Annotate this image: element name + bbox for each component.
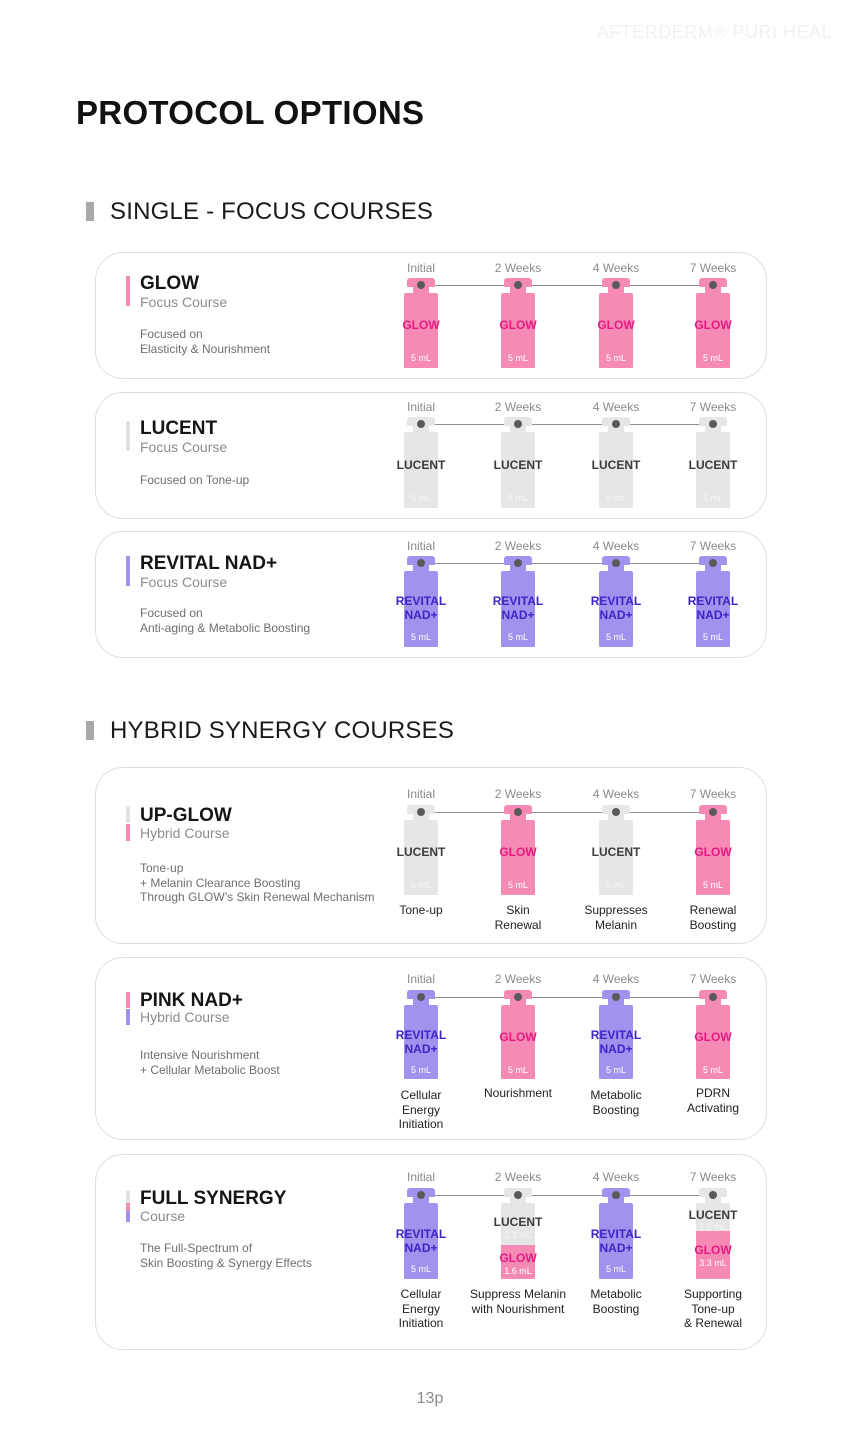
timepoint-column xyxy=(478,958,558,1141)
course-type: Hybrid Course xyxy=(140,825,230,841)
course-description: The Full-Spectrum of Skin Boosting & Synergy Effects xyxy=(140,1241,312,1270)
vial-label: REVITAL NAD+ xyxy=(395,594,447,622)
benefit-label: Cellular Energy Initiation xyxy=(398,1287,444,1330)
timepoint-label: 7 Weeks xyxy=(689,972,737,986)
timeline-dot xyxy=(514,420,522,428)
vial-label: GLOW xyxy=(694,845,732,859)
benefit-label: Tone-up xyxy=(399,903,443,917)
vial-volume: 5 mL xyxy=(702,353,723,363)
timepoint-label: 2 Weeks xyxy=(494,400,542,414)
vial-label: GLOW xyxy=(402,318,440,332)
benefit-label: PDRN Activating xyxy=(686,1086,740,1115)
timepoint-column xyxy=(381,768,461,945)
vial-revital-nad xyxy=(590,556,642,647)
benefit-label: Suppress Melanin with Nourishment xyxy=(469,1287,567,1316)
course-type: Focus Course xyxy=(140,439,228,455)
timepoint-column xyxy=(478,768,558,945)
timepoint-label: 2 Weeks xyxy=(494,972,542,986)
timeline-dot xyxy=(612,420,620,428)
timeline-dot xyxy=(417,1191,425,1199)
vial-volume-bottom: 1.6 mL xyxy=(504,1266,532,1276)
vial-volume: 5 mL xyxy=(410,493,431,503)
vial-volume: 5 mL xyxy=(507,632,528,642)
timepoint-label: Initial xyxy=(406,972,435,986)
section-marker xyxy=(86,202,94,221)
vial-revital-nad xyxy=(395,990,447,1079)
timepoint-label: 7 Weeks xyxy=(689,261,737,275)
benefit-label: Metabolic Boosting xyxy=(590,1287,642,1316)
benefit-label: Supporting Tone-up & Renewal xyxy=(683,1287,743,1330)
vial-glow xyxy=(696,805,730,895)
timepoint-label: Initial xyxy=(406,787,435,801)
vial-volume: 5 mL xyxy=(410,1065,431,1075)
timepoint-label: 4 Weeks xyxy=(592,972,640,986)
timeline-line xyxy=(421,285,712,286)
vial-volume: 5 mL xyxy=(605,353,626,363)
timeline-line xyxy=(421,563,712,564)
course-name: LUCENT xyxy=(140,418,218,439)
vial-volume: 5 mL xyxy=(605,1264,626,1274)
course-description: Tone-up + Melanin Clearance Boosting Through GLOW’s Skin Renewal Mechanism xyxy=(140,861,375,904)
timepoint-column xyxy=(673,532,753,659)
course-type: Course xyxy=(140,1208,186,1224)
timepoint-label: 4 Weeks xyxy=(592,261,640,275)
vial-label-top: LUCENT xyxy=(493,1215,543,1229)
vial-label: GLOW xyxy=(694,318,732,332)
vial-label: LUCENT xyxy=(591,845,641,859)
section-title-text: HYBRID SYNERGY COURSES xyxy=(110,717,455,744)
vial-volume: 5 mL xyxy=(410,880,431,890)
timepoint-column xyxy=(478,393,558,520)
vial-label: GLOW xyxy=(499,1030,537,1044)
vial-label-bottom: GLOW xyxy=(694,1243,732,1257)
timepoint-label: 7 Weeks xyxy=(689,400,737,414)
timepoint-label: 7 Weeks xyxy=(689,787,737,801)
vial-glow xyxy=(599,278,633,368)
vial-label: LUCENT xyxy=(396,458,446,472)
course-card-revital-nad xyxy=(95,531,767,658)
vial-label: REVITAL NAD+ xyxy=(395,1028,447,1056)
timeline-line xyxy=(421,1195,712,1196)
color-bar xyxy=(126,421,130,451)
vial-revital-nad xyxy=(395,556,447,647)
timepoint-column xyxy=(381,393,461,520)
timepoint-column xyxy=(673,393,753,520)
section-title-text: SINGLE - FOCUS COURSES xyxy=(110,198,434,225)
vial-volume: 5 mL xyxy=(507,1065,528,1075)
timepoint-column xyxy=(381,253,461,380)
vial-glow xyxy=(696,278,730,368)
vial-label: REVITAL NAD+ xyxy=(492,594,544,622)
timeline-dot xyxy=(612,559,620,567)
vial-label: GLOW xyxy=(597,318,635,332)
vial-label: REVITAL NAD+ xyxy=(590,1227,642,1255)
vial-glow xyxy=(501,990,535,1079)
timeline-dot xyxy=(709,993,717,1001)
course-type: Hybrid Course xyxy=(140,1009,230,1025)
course-card-full-synergy xyxy=(95,1154,767,1350)
vial-label: GLOW xyxy=(499,845,537,859)
timeline-dot xyxy=(709,808,717,816)
vial-volume: 5 mL xyxy=(702,493,723,503)
course-name: FULL SYNERGY xyxy=(140,1188,287,1209)
timeline-line xyxy=(421,424,712,425)
vial-volume: 5 mL xyxy=(605,493,626,503)
vial-revital-nad xyxy=(395,1188,447,1279)
timeline-dot xyxy=(417,559,425,567)
vial-volume-bottom: 3.3 mL xyxy=(699,1258,727,1268)
timeline-line xyxy=(421,812,712,813)
vial-revital-nad xyxy=(687,556,739,647)
vial-volume: 5 mL xyxy=(605,1065,626,1075)
course-info xyxy=(126,768,376,943)
benefit-label: Nourishment xyxy=(483,1086,553,1100)
timeline-dot xyxy=(417,808,425,816)
timepoint-column xyxy=(381,1155,461,1351)
section-title-single xyxy=(86,198,433,226)
timepoint-label: 4 Weeks xyxy=(592,1170,640,1184)
page-title: PROTOCOL OPTIONS xyxy=(76,94,425,131)
course-type: Focus Course xyxy=(140,294,228,310)
vial-volume: 5 mL xyxy=(702,632,723,642)
timeline-dot xyxy=(709,1191,717,1199)
timeline-dot xyxy=(612,808,620,816)
course-description: Focused on Elasticity & Nourishment xyxy=(140,327,271,356)
benefit-label: Renewal Boosting xyxy=(689,903,737,932)
course-description: Focused on Anti-aging & Metabolic Boosting xyxy=(140,606,311,635)
vial-lucent-glow-mix xyxy=(493,1188,543,1279)
vial-volume: 5 mL xyxy=(702,880,723,890)
vial-volume: 5 mL xyxy=(507,353,528,363)
timeline-line xyxy=(421,997,712,998)
timepoint-label: 4 Weeks xyxy=(592,787,640,801)
timepoint-label: Initial xyxy=(406,539,435,553)
timepoint-column xyxy=(381,532,461,659)
vial-label-top: LUCENT xyxy=(688,1208,738,1222)
vial-label: GLOW xyxy=(694,1030,732,1044)
timepoint-label: 4 Weeks xyxy=(592,400,640,414)
timepoint-column xyxy=(576,253,656,380)
timeline-dot xyxy=(514,559,522,567)
vial-revital-nad xyxy=(492,556,544,647)
timeline-dot xyxy=(514,993,522,1001)
vial-glow xyxy=(404,278,438,368)
timepoint-column xyxy=(576,1155,656,1351)
vial-label: REVITAL NAD+ xyxy=(590,1028,642,1056)
timeline-dot xyxy=(514,1191,522,1199)
timepoint-label: 7 Weeks xyxy=(689,539,737,553)
timeline-dot xyxy=(612,281,620,289)
timeline-dot xyxy=(709,281,717,289)
vial-lucent xyxy=(591,417,641,508)
timepoint-column xyxy=(576,393,656,520)
brand-watermark: AFTERDERM® PURI HEAL xyxy=(596,22,832,42)
vial-revital-nad xyxy=(590,1188,642,1279)
vial-revital-nad xyxy=(590,990,642,1079)
section-marker xyxy=(86,721,94,740)
color-bar-top xyxy=(126,806,130,823)
vial-volume: 5 mL xyxy=(605,632,626,642)
vial-volume: 5 mL xyxy=(605,880,626,890)
vial-volume: 5 mL xyxy=(410,353,431,363)
vial-label: REVITAL NAD+ xyxy=(590,594,642,622)
timepoint-label: 4 Weeks xyxy=(592,539,640,553)
color-bar-top xyxy=(126,992,130,1008)
course-info xyxy=(126,1155,376,1349)
vial-glow xyxy=(501,805,535,895)
benefit-label: Metabolic Boosting xyxy=(590,1088,642,1117)
timepoint-column xyxy=(673,1155,753,1351)
benefit-label: Suppresses Melanin xyxy=(584,903,648,932)
timepoint-label: 7 Weeks xyxy=(689,1170,737,1184)
color-bar-bottom xyxy=(126,824,130,841)
vial-lucent xyxy=(396,805,446,895)
course-info xyxy=(126,532,376,657)
course-card-up-glow xyxy=(95,767,767,944)
timepoint-label: 2 Weeks xyxy=(494,539,542,553)
vial-lucent xyxy=(396,417,446,508)
timeline-dot xyxy=(709,420,717,428)
vial-label: LUCENT xyxy=(493,458,543,472)
vial-volume: 5 mL xyxy=(507,880,528,890)
vial-lucent xyxy=(493,417,543,508)
vial-label: LUCENT xyxy=(591,458,641,472)
course-card-lucent xyxy=(95,392,767,519)
vial-glow xyxy=(501,278,535,368)
vial-label: REVITAL NAD+ xyxy=(687,594,739,622)
timeline-dot xyxy=(514,808,522,816)
course-type: Focus Course xyxy=(140,574,228,590)
vial-label: LUCENT xyxy=(396,845,446,859)
timepoint-label: 2 Weeks xyxy=(494,787,542,801)
timepoint-label: Initial xyxy=(406,400,435,414)
timeline-dot xyxy=(709,559,717,567)
timepoint-column xyxy=(576,768,656,945)
course-name: GLOW xyxy=(140,273,200,294)
vial-label: REVITAL NAD+ xyxy=(395,1227,447,1255)
color-bar xyxy=(126,556,130,586)
benefit-label: Skin Renewal xyxy=(494,903,542,932)
vial-label: GLOW xyxy=(499,318,537,332)
benefit-label: Cellular Energy Initiation xyxy=(398,1088,444,1131)
color-bar-1 xyxy=(126,1191,130,1203)
course-description: Intensive Nourishment + Cellular Metabolic Boost xyxy=(140,1048,280,1077)
vial-label: LUCENT xyxy=(688,458,738,472)
color-bar xyxy=(126,276,130,306)
timepoint-column xyxy=(469,1155,567,1351)
timepoint-column xyxy=(478,253,558,380)
vial-volume: 5 mL xyxy=(410,632,431,642)
course-info xyxy=(126,958,376,1139)
course-description: Focused on Tone-up xyxy=(140,473,250,487)
timepoint-column xyxy=(478,532,558,659)
course-card-pink-nad xyxy=(95,957,767,1140)
timepoint-label: 2 Weeks xyxy=(494,261,542,275)
color-bar-2 xyxy=(126,1203,130,1211)
course-name: PINK NAD+ xyxy=(140,990,243,1011)
vial-volume-top: 1.6 mL xyxy=(699,1222,727,1232)
timeline-dot xyxy=(417,993,425,1001)
vial-volume: 5 mL xyxy=(507,493,528,503)
vial-glow xyxy=(696,990,730,1079)
section-title-hybrid xyxy=(86,717,454,745)
timepoint-label: 2 Weeks xyxy=(494,1170,542,1184)
timeline-dot xyxy=(514,281,522,289)
page-number: 13p xyxy=(416,1390,444,1407)
timeline-dot xyxy=(417,420,425,428)
timeline-dot xyxy=(417,281,425,289)
course-info xyxy=(126,253,376,378)
vial-lucent xyxy=(688,417,738,508)
color-bar-3 xyxy=(126,1211,130,1222)
timepoint-column xyxy=(381,958,461,1141)
vial-lucent-glow-mix xyxy=(688,1188,738,1279)
color-bar-bottom xyxy=(126,1009,130,1025)
course-card-glow xyxy=(95,252,767,379)
timeline-dot xyxy=(612,1191,620,1199)
course-name: REVITAL NAD+ xyxy=(140,553,278,574)
timepoint-label: Initial xyxy=(406,261,435,275)
timepoint-column xyxy=(576,958,656,1141)
vial-volume: 5 mL xyxy=(702,1065,723,1075)
vial-lucent xyxy=(591,805,641,895)
course-info xyxy=(126,393,376,518)
course-name: UP-GLOW xyxy=(140,805,232,826)
timepoint-label: Initial xyxy=(406,1170,435,1184)
timepoint-column xyxy=(576,532,656,659)
vial-volume-top: 3.3 mL xyxy=(504,1230,532,1240)
vial-volume: 5 mL xyxy=(410,1264,431,1274)
timepoint-column xyxy=(673,768,753,945)
timepoint-column xyxy=(673,958,753,1141)
timeline-dot xyxy=(612,993,620,1001)
vial-label-bottom: GLOW xyxy=(499,1251,537,1265)
timepoint-column xyxy=(673,253,753,380)
